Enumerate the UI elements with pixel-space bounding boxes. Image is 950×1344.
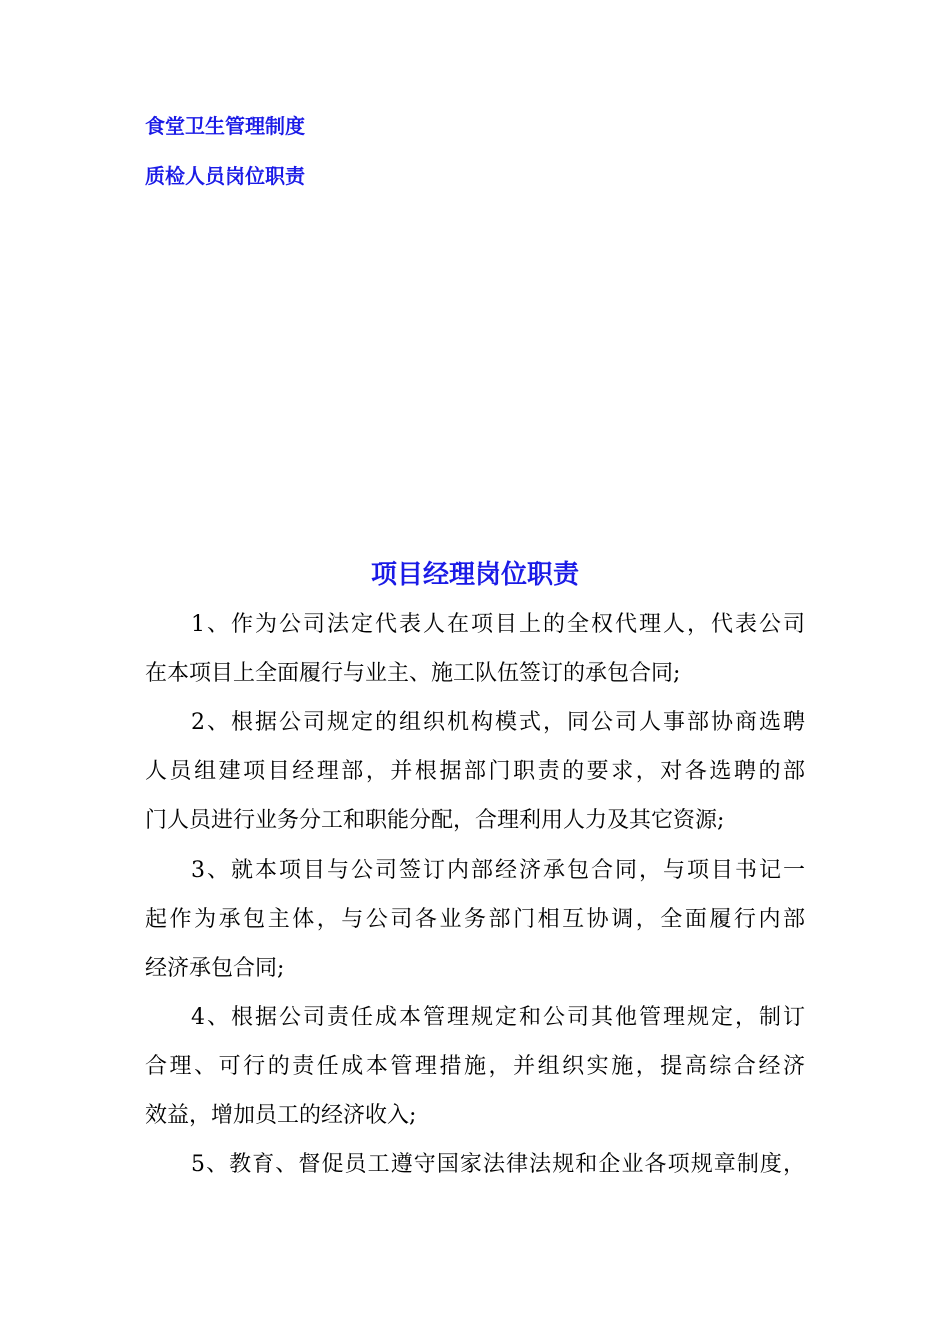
paragraph-1-line-2: 在本项目上全面履行与业主、施工队伍签订的承包合同; bbox=[145, 661, 681, 686]
toc-link-canteen-hygiene[interactable]: 食堂卫生管理制度 bbox=[145, 114, 305, 138]
paragraph-3-line-1: 3、就本项目与公司签订内部经济承包合同，与项目书记一 bbox=[191, 858, 805, 883]
paragraph-3-line-3: 经济承包合同; bbox=[145, 956, 285, 981]
paragraph-1-line-1: 1、作为公司法定代表人在项目上的全权代理人，代表公司 bbox=[191, 612, 805, 637]
document-title: 项目经理岗位职责 bbox=[370, 560, 579, 590]
paragraph-5-line-1: 5、教育、督促员工遵守国家法律法规和企业各项规章制度， bbox=[191, 1152, 805, 1177]
paragraph-3-line-2: 起作为承包主体，与公司各业务部门相互协调，全面履行内部 bbox=[145, 907, 805, 932]
paragraph-4-line-3: 效益，增加员工的经济收入; bbox=[145, 1103, 417, 1128]
paragraph-2-line-3: 门人员进行业务分工和职能分配，合理利用人力及其它资源; bbox=[145, 808, 725, 833]
paragraph-4-line-1: 4、根据公司责任成本管理规定和公司其他管理规定，制订 bbox=[191, 1005, 805, 1030]
paragraph-4-line-2: 合理、可行的责任成本管理措施，并组织实施，提高综合经济 bbox=[145, 1054, 805, 1079]
paragraph-2-line-1: 2、根据公司规定的组织机构模式，同公司人事部协商选聘 bbox=[191, 710, 805, 735]
toc-link-qc-staff-duties[interactable]: 质检人员岗位职责 bbox=[145, 164, 305, 188]
paragraph-2-line-2: 人员组建项目经理部，并根据部门职责的要求，对各选聘的部 bbox=[145, 759, 805, 784]
